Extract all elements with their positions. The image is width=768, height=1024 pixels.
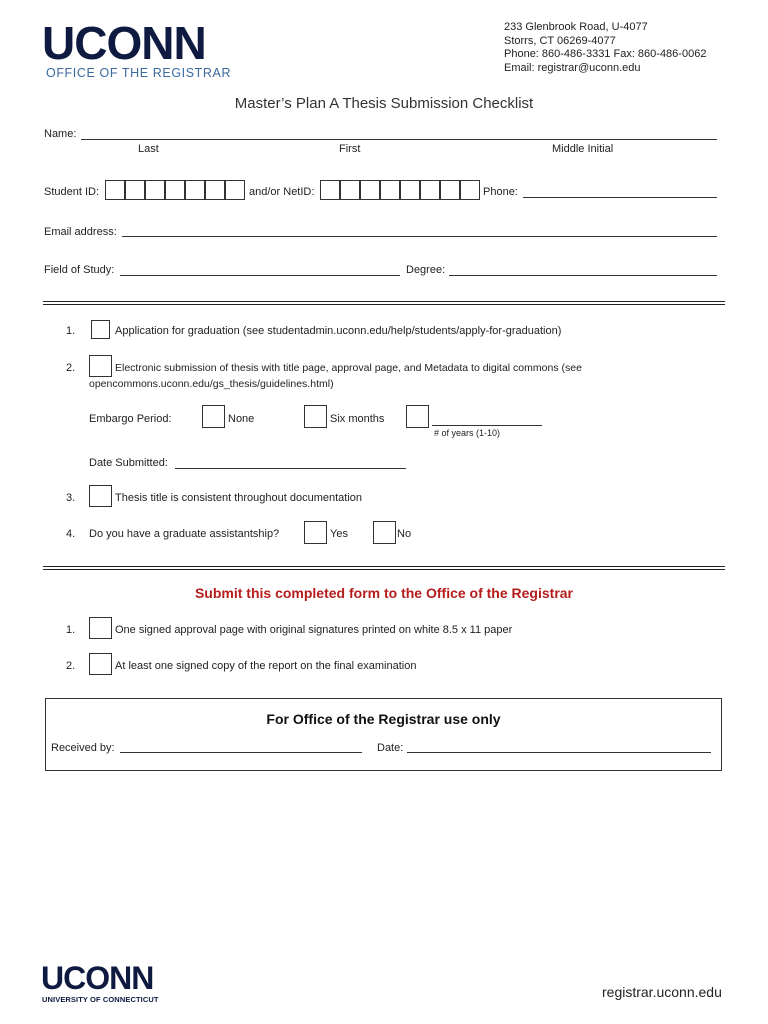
phone-field[interactable] — [523, 197, 717, 198]
degree-label: Degree: — [406, 264, 446, 276]
embargo-six-label: Six months — [330, 413, 385, 425]
netid-cell[interactable] — [320, 180, 340, 200]
netid-boxes[interactable] — [320, 180, 480, 200]
date-submitted-label: Date Submitted: — [89, 457, 168, 469]
item-application-text: Application for graduation (see studentadmin.uconn.edu/help/students/apply-for-graduation) — [115, 325, 562, 337]
checkbox-no[interactable] — [373, 521, 396, 544]
field-of-study-label: Field of Study: — [44, 264, 115, 276]
submit-approval-text: One signed approval page with original signatures printed on white 8.5 x 11 paper — [115, 624, 513, 636]
degree-field[interactable] — [449, 275, 717, 276]
student-id-cell[interactable] — [105, 180, 125, 200]
received-by-field[interactable] — [120, 752, 362, 753]
checkbox-embargo-six-months[interactable] — [304, 405, 327, 428]
item-number: 1. — [66, 624, 76, 636]
last-caption: Last — [138, 143, 159, 155]
name-label: Name: — [44, 128, 77, 140]
registrar-subtitle: OFFICE OF THE REGISTRAR — [46, 66, 232, 80]
netid-cell[interactable] — [340, 180, 360, 200]
checkbox-application[interactable] — [91, 320, 110, 339]
office-use-heading: For Office of the Registrar use only — [266, 711, 501, 727]
item-electronic-text-2: opencommons.uconn.edu/gs_thesis/guidelines.html) — [89, 378, 334, 390]
netid-cell[interactable] — [400, 180, 420, 200]
footer-uconn-logo: UCONN — [41, 960, 154, 996]
student-id-cell[interactable] — [145, 180, 165, 200]
item-number: 2. — [66, 660, 76, 672]
netid-cell[interactable] — [360, 180, 380, 200]
netid-cell[interactable] — [440, 180, 460, 200]
embargo-years-caption: # of years (1-10) — [434, 428, 501, 438]
address-block — [504, 21, 706, 75]
address-line-1: 233 Glenbrook Road, U-4077 — [504, 21, 648, 33]
item-thesis-title-text: Thesis title is consistent throughout documentation — [115, 492, 363, 504]
yes-label: Yes — [330, 528, 348, 540]
email-contact: Email: registrar@uconn.edu — [504, 61, 641, 74]
checkbox-yes[interactable] — [304, 521, 327, 544]
uconn-logo: UCONN — [42, 17, 206, 69]
student-id-cell[interactable] — [125, 180, 145, 200]
footer-university-name: UNIVERSITY OF CONNECTICUT — [42, 995, 159, 1004]
page-title: Master’s Plan A Thesis Submission Checklist — [234, 95, 534, 112]
item-number: 2. — [66, 362, 76, 374]
student-id-cell[interactable] — [165, 180, 185, 200]
submit-final-exam-text: At least one signed copy of the report on the final examination — [115, 660, 417, 672]
embargo-none-label: None — [228, 413, 255, 425]
checkbox-embargo-none[interactable] — [202, 405, 225, 428]
middle-initial-caption: Middle Initial — [552, 143, 614, 155]
no-label: No — [397, 528, 412, 540]
address-line-2: Storrs, CT 06269-4077 — [504, 34, 616, 47]
date-submitted-field[interactable] — [175, 468, 406, 469]
first-caption: First — [339, 143, 361, 155]
field-of-study-field[interactable] — [120, 275, 400, 276]
office-date-field[interactable] — [407, 752, 711, 753]
netid-cell[interactable] — [380, 180, 400, 200]
student-id-cell[interactable] — [185, 180, 205, 200]
name-field[interactable] — [81, 139, 717, 140]
student-id-cell[interactable] — [205, 180, 225, 200]
item-number: 1. — [66, 325, 76, 337]
submit-heading: Submit this completed form to the Office of the Registrar — [194, 585, 574, 601]
netid-label: and/or NetID: — [249, 186, 315, 198]
checkbox-final-exam-report[interactable] — [89, 653, 112, 675]
checkbox-embargo-years[interactable] — [406, 405, 429, 428]
item-assistantship-text: Do you have a graduate assistantship? — [89, 528, 280, 540]
phone-label: Phone: — [483, 186, 518, 198]
footer-url[interactable]: registrar.uconn.edu — [602, 984, 722, 1000]
received-by-label: Received by: — [51, 742, 115, 754]
email-field[interactable] — [122, 236, 717, 237]
netid-cell[interactable] — [420, 180, 440, 200]
embargo-label: Embargo Period: — [89, 413, 172, 425]
embargo-years-field[interactable] — [432, 425, 542, 426]
item-electronic-text-1: Electronic submission of thesis with title page, approval page, and Metadata to digital commons (see — [115, 362, 582, 374]
email-label: Email address: — [44, 226, 117, 238]
checkbox-electronic-submission[interactable] — [89, 355, 112, 377]
student-id-boxes[interactable] — [105, 180, 245, 200]
item-number: 4. — [66, 528, 76, 540]
netid-cell[interactable] — [460, 180, 480, 200]
section-divider — [43, 301, 725, 305]
item-number: 3. — [66, 492, 76, 504]
section-divider — [43, 566, 725, 570]
student-id-label: Student ID: — [44, 186, 100, 198]
checkbox-thesis-title[interactable] — [89, 485, 112, 507]
phone-fax: Phone: 860-486-3331 Fax: 860-486-0062 — [504, 48, 707, 60]
office-date-label: Date: — [377, 742, 404, 754]
office-use-box — [45, 698, 722, 771]
checkbox-approval-page[interactable] — [89, 617, 112, 639]
student-id-cell[interactable] — [225, 180, 245, 200]
